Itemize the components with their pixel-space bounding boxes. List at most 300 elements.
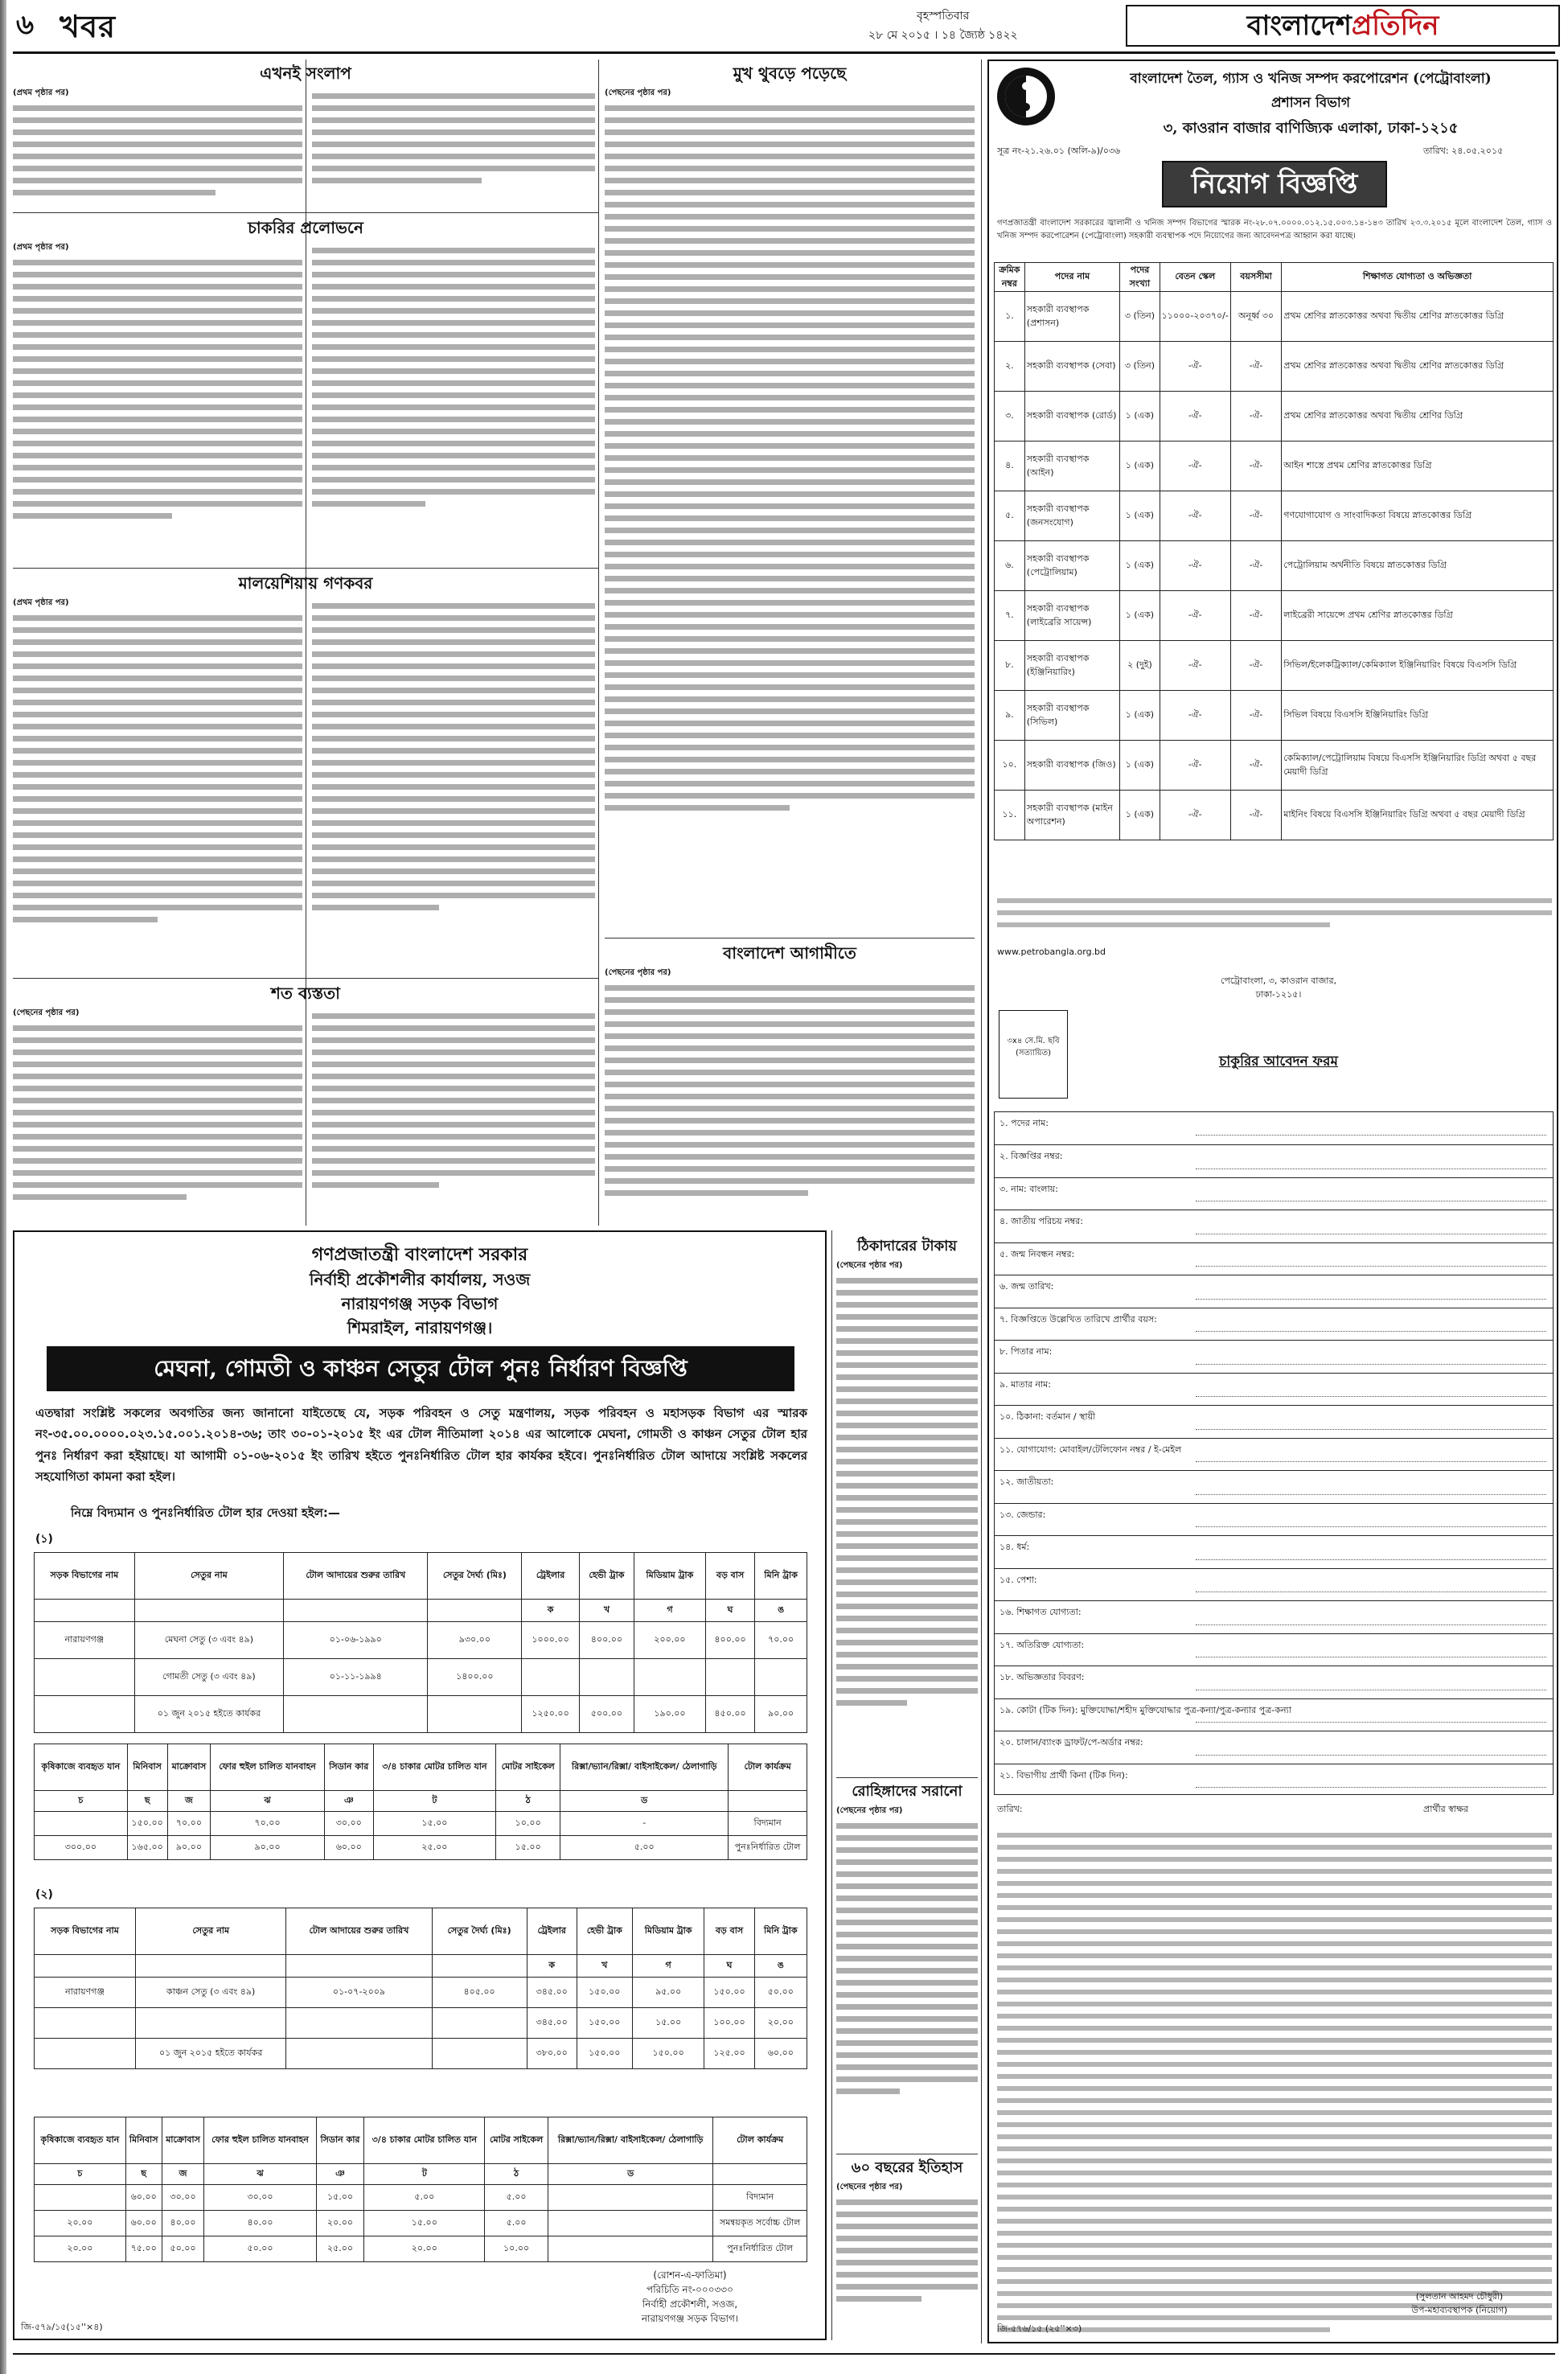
table-subheader-row: [35, 1791, 807, 1812]
table-cell: ১০০০.০০: [522, 1622, 579, 1659]
table-cell: -ঐ-: [1230, 491, 1281, 541]
table-cell: ৬০.০০: [324, 1836, 373, 1860]
table-cell: ৩ (তিন): [1120, 342, 1160, 392]
table-cell: ১ (এক): [1120, 541, 1160, 591]
photo-box: ৩x৪ সে.মি. ছবি (সত্যায়িত): [999, 1010, 1068, 1099]
website-link[interactable]: www.petrobangla.org.bd: [997, 947, 1106, 957]
form-input-field[interactable]: [1196, 1299, 1546, 1300]
table-subheader-row: [35, 1600, 807, 1622]
table-cell: [35, 1812, 128, 1836]
form-title: চাকুরির আবেদন ফরম: [1219, 1054, 1338, 1070]
table-cell: -ঐ-: [1160, 791, 1230, 840]
table-cell: সহকারী ব্যবস্থাপক (সিভিল): [1024, 691, 1119, 741]
table-cell: ১৫০.০০: [704, 1978, 754, 2008]
continued-tag: (প্রথম পৃষ্ঠার পর): [13, 598, 69, 607]
job-table-row: [995, 541, 1554, 591]
job-advertisement: [987, 60, 1558, 2343]
table-cell: ০১-০৬-১৯৯০: [284, 1622, 428, 1659]
header-cell: [35, 1600, 135, 1622]
table-cell: ১৫০.০০: [577, 1978, 632, 2008]
article-title: শত ব্যস্ততা: [271, 984, 340, 1003]
notice-org-line: নারায়ণগঞ্জ সড়ক বিভাগ: [341, 1294, 499, 1313]
job-table-row: [995, 591, 1554, 641]
form-input-field[interactable]: [1196, 1364, 1546, 1365]
table-cell: -ঐ-: [1160, 541, 1230, 591]
article-body: [312, 87, 595, 207]
table-cell: ৫০.০০: [162, 2236, 204, 2262]
form-label: ১৮. অভিজ্ঞতার বিবরণ:: [999, 1672, 1085, 1683]
header-cell: রিক্সা/ভ্যান/রিক্সা/ বাইসাইকেল/ ঠেলাগাড়ি: [560, 1744, 729, 1791]
form-row: [995, 1438, 1553, 1470]
table-cell: আইন শাস্ত্রে প্রথম শ্রেণির স্নাতকোত্তর ডিগ্রি: [1282, 442, 1554, 491]
table-cell: ৪০০.০০: [705, 1622, 755, 1659]
header-cell: টোল আদায়ের শুরুর তারিখ: [284, 1553, 428, 1600]
job-table-row: [995, 791, 1554, 840]
table-cell: ২৫.০০: [373, 1836, 495, 1860]
table-cell: অনূর্ধ্ব ৩০: [1230, 292, 1281, 342]
article-body: [836, 1259, 978, 1774]
job-dept: প্রশাসন বিভাগ: [1270, 95, 1351, 111]
article-body: [312, 1007, 595, 1224]
header-cell: গ: [634, 1600, 706, 1622]
table-cell: ১৫.০০: [496, 1836, 560, 1860]
table-cell: -ঐ-: [1230, 741, 1281, 791]
masthead-part-a: বাংলাদেশ: [1246, 9, 1352, 42]
table-cell: ২০.০০: [316, 2211, 364, 2236]
form-input-field[interactable]: [1196, 1722, 1546, 1723]
header-cell: ঝ: [204, 2164, 316, 2185]
header-cell: ঠ: [485, 2164, 548, 2185]
table-cell: ৯৫.০০: [632, 1978, 704, 2008]
table-cell: -ঐ-: [1230, 442, 1281, 491]
table-cell: সহকারী ব্যবস্থাপক (ইঞ্জিনিয়ারিং): [1024, 641, 1119, 691]
table-cell: ৯০.০০: [211, 1836, 325, 1860]
table-cell: -ঐ-: [1160, 392, 1230, 442]
table-cell: ২০.০০: [35, 2236, 126, 2262]
notice-signature: [577, 2268, 802, 2326]
table-cell: নারায়ণগঞ্জ: [35, 1978, 136, 2008]
table-cell: -: [560, 1812, 729, 1836]
petrobangla-logo-icon: [997, 68, 1055, 125]
table-cell: সহকারী ব্যবস্থাপক (সেবা): [1024, 342, 1119, 392]
table-row: [35, 2185, 807, 2211]
table-cell: [35, 2039, 136, 2069]
table-cell: ৫.০০: [560, 1836, 729, 1860]
form-label: ২০. চালান/ব্যাংক ড্রাফট/পে-অর্ডার নম্বর:: [999, 1737, 1143, 1748]
header-cell: [284, 1600, 428, 1622]
notes-block: [997, 891, 1552, 934]
form-label: ১৪. ধর্ম:: [999, 1542, 1030, 1553]
table-cell: ৪০০.০০: [579, 1622, 634, 1659]
header-cell: কৃষিকাজে ব্যবহৃত যান: [35, 1744, 128, 1791]
header-cell: ক্রমিক নম্বর: [995, 263, 1025, 292]
table-cell: [432, 2039, 527, 2069]
header-cell: খ: [577, 1955, 632, 1978]
table-row: [35, 2039, 807, 2069]
article-body: [13, 241, 302, 563]
header-cell: ফোর হুইল চালিত যানবাহন: [211, 1744, 325, 1791]
table-cell: ২০.০০: [364, 2236, 485, 2262]
job-org: বাংলাদেশ তৈল, গ্যাস ও খনিজ সম্পদ করপোরেশন (পেট্রোবাংলা): [1130, 71, 1492, 87]
header-cell: রিক্সা/ভ্যান/রিক্সা/ বাইসাইকেল/ ঠেলাগাড়ি: [548, 2117, 712, 2164]
form-input-field[interactable]: [1196, 1755, 1546, 1756]
newspaper-masthead: [1126, 5, 1560, 47]
toll-table-2: [34, 1744, 807, 1860]
header-cell: ট: [373, 1791, 495, 1812]
header-cell: টোল কার্যক্রম: [713, 2117, 807, 2164]
form-label: ১১. যোগাযোগ: মোবাইল/টেলিফোন নম্বর / ই-মেইল: [999, 1444, 1182, 1455]
header-date: ২৮ মে ২০১৫ । ১৪ জ্যৈষ্ঠ ১৪২২: [868, 29, 1018, 42]
table-cell: ৬০.০০: [754, 2039, 807, 2069]
table-cell: [35, 1696, 135, 1733]
table-header-row: [35, 1553, 807, 1600]
table-cell: ৪০৫.০০: [432, 1978, 527, 2008]
table-cell: -ঐ-: [1230, 691, 1281, 741]
table-cell: ১ (এক): [1120, 791, 1160, 840]
header-cell: শিক্ষাগত যোগ্যতা ও অভিজ্ঞতা: [1282, 263, 1554, 292]
table-cell: ৭৫.০০: [125, 2236, 162, 2262]
table-cell: ১৫০.০০: [577, 2039, 632, 2069]
form-row: [995, 1373, 1553, 1405]
table-cell: [35, 1659, 135, 1696]
table-cell: সিভিল বিষয়ে বিএসসি ইঞ্জিনিয়ারিং ডিগ্রি: [1282, 691, 1554, 741]
signer-id: পরিচিতি নং-০০০৩৩০: [646, 2284, 733, 2295]
notice-org-line: নির্বাহী প্রকৌশলীর কার্যালয়, সওজ: [309, 1270, 531, 1289]
header-cell: মোটর সাইকেল: [485, 2117, 548, 2164]
job-table: [994, 262, 1554, 840]
table-cell: ৭.: [995, 591, 1025, 641]
form-input-field[interactable]: [1196, 1787, 1546, 1788]
form-input-field[interactable]: [1196, 1559, 1546, 1560]
table-cell: [286, 2039, 432, 2069]
table-cell: ৫.: [995, 491, 1025, 541]
instructions-block: [997, 1826, 1552, 2339]
job-table-row: [995, 442, 1554, 491]
office-line: পেট্রোবাংলা, ৩, কাওরান বাজার, ঢাকা-১২১৫।: [1220, 975, 1337, 1000]
notice-title: নিয়োগ বিজ্ঞপ্তি: [1162, 161, 1387, 207]
continued-tag: (পেছনের পৃষ্ঠার পর): [605, 88, 671, 97]
column-rule: [981, 60, 982, 2343]
table-cell: [548, 2211, 712, 2236]
table-cell: ১৫.০০: [632, 2008, 704, 2039]
header-cell: ড: [548, 2164, 712, 2185]
table-cell: ০১ জুন ২০১৫ হইতে কার্যকর: [135, 2039, 285, 2069]
header-cell: [428, 1600, 522, 1622]
header-cell: সেতুর নাম: [135, 1908, 285, 1955]
table-cell: ১৫০.০০: [577, 2008, 632, 2039]
header-cell: ট: [364, 2164, 485, 2185]
form-row: [995, 1535, 1553, 1567]
form-input-field[interactable]: [1196, 1526, 1546, 1527]
form-input-field[interactable]: [1196, 1461, 1546, 1462]
masthead-part-b: প্রতিদিন: [1351, 9, 1439, 42]
table-cell: ২০.০০: [754, 2008, 807, 2039]
table-cell: -ঐ-: [1230, 591, 1281, 641]
form-input-field[interactable]: [1196, 1266, 1546, 1267]
continued-tag: (পেছনের পৃষ্ঠার পর): [836, 1261, 903, 1270]
header-cell: [713, 2164, 807, 2185]
job-signature: [1367, 2290, 1552, 2317]
form-label: ১৫. পেশা:: [999, 1574, 1037, 1585]
table-cell: ৩০.০০: [162, 2185, 204, 2211]
form-date-label: তারিখ:: [997, 1804, 1023, 1814]
form-row: [995, 1275, 1553, 1307]
table-cell: ১২৫০.০০: [522, 1696, 579, 1733]
table-cell: ৩০.০০: [324, 1812, 373, 1836]
form-row: [995, 1112, 1553, 1144]
table-row: [35, 1659, 807, 1696]
table-cell: বিদ্যমান: [713, 2185, 807, 2211]
form-input-field[interactable]: [1196, 1624, 1546, 1625]
form-input-field[interactable]: [1196, 1396, 1546, 1397]
table-cell: ২০.০০: [35, 2211, 126, 2236]
table-cell: নারায়ণগঞ্জ: [35, 1622, 135, 1659]
header-cell: পদের নাম: [1024, 263, 1119, 292]
header-cell: মিডিয়াম ট্রাক: [634, 1553, 706, 1600]
form-label: ৫. জন্ম নিবন্ধন নম্বর:: [999, 1248, 1075, 1259]
table-cell: ৫০.০০: [204, 2236, 316, 2262]
table-cell: ১১০০০-২০৩৭০/-: [1160, 292, 1230, 342]
table-cell: ১৫.০০: [316, 2185, 364, 2211]
article-body: [13, 597, 302, 975]
header-rule: [13, 51, 1555, 54]
header-cell: ঙ: [754, 1955, 807, 1978]
form-input-field[interactable]: [1196, 1429, 1546, 1430]
footer-rule: [13, 2353, 1555, 2355]
header-cell: বয়সসীমা: [1230, 263, 1281, 292]
table-cell: ১০.০০: [485, 2236, 548, 2262]
header-cell: মোটর সাইকেল: [496, 1744, 560, 1791]
form-label: ১৬. শিক্ষাগত যোগ্যতা:: [999, 1607, 1082, 1618]
table-cell: ১১.: [995, 791, 1025, 840]
header-cell: ঘ: [704, 1955, 754, 1978]
table-cell: ৩০.০০: [204, 2185, 316, 2211]
table-cell: ১ (এক): [1120, 392, 1160, 442]
article-body: [605, 967, 975, 1224]
table-cell: -ঐ-: [1230, 641, 1281, 691]
table-cell: ৪০.০০: [162, 2211, 204, 2236]
form-row: [995, 1764, 1553, 1796]
header-cell: চ: [35, 2164, 126, 2185]
continued-tag: (পেছনের পৃষ্ঠার পর): [605, 968, 671, 977]
table-cell: [522, 1659, 579, 1696]
table-cell: ১ (এক): [1120, 442, 1160, 491]
article-title: ঠিকাদারের টাকায়: [856, 1238, 957, 1255]
signer-name: (রোশন-এ-ফাতিমা): [653, 2269, 727, 2281]
article-body: [605, 87, 975, 931]
table-cell: [284, 1696, 428, 1733]
header-cell: টোল কার্যক্রম: [729, 1744, 807, 1791]
table-cell: মেঘনা সেতু (৩ এবং ৪৯): [134, 1622, 283, 1659]
form-row: [995, 1503, 1553, 1535]
table-row: [35, 1696, 807, 1733]
job-intro: গণপ্রজাতন্ত্রী বাংলাদেশ সরকারের জ্বালানী ও খনিজ সম্পদ বিভাগের স্মারক নং-২৮.০৭.০০০০.০১২.১৫.০০৩.১৪-১৪৩ তারিখ ২৩.৩.২০১৫ মূলে বাংলাদেশ তৈল, গ্যাস ও খনিজ সম্পদ করপোরেশন (পেট্রোবাংলা) সহকারী ব্যবস্থাপক পদে নিয়োগের জন্য আবেদনপত্র আহ্বান করা যাচ্ছে।: [997, 219, 1552, 240]
table-cell: ৩০০.০০: [35, 1836, 128, 1860]
table-cell: [35, 2185, 126, 2211]
table-cell: ৯৩০.০০: [428, 1622, 522, 1659]
job-table-row: [995, 641, 1554, 691]
page-number: ৬: [16, 9, 35, 41]
form-row: [995, 1210, 1553, 1242]
section-label: (২): [35, 1888, 53, 1901]
table-header-row: [35, 2117, 807, 2164]
table-cell: [705, 1659, 755, 1696]
table-cell: ৯০.০০: [755, 1696, 807, 1733]
table-cell: [428, 1696, 522, 1733]
table-cell: ১০.০০: [496, 1812, 560, 1836]
form-label: ২. বিজ্ঞপ্তির নম্বর:: [999, 1151, 1063, 1162]
header-day: বৃহস্পতিবার: [917, 10, 970, 23]
header-cell: মাক্রোবাস: [162, 2117, 204, 2164]
header-cell: [432, 1955, 527, 1978]
form-row: [995, 1568, 1553, 1600]
toll-table-4: [34, 2117, 807, 2262]
signer-office: নারায়ণগঞ্জ সড়ক বিভাগ।: [641, 2313, 739, 2324]
table-cell: [35, 2008, 136, 2039]
table-cell: ৮.: [995, 641, 1025, 691]
header-cell: সেতুর নাম: [134, 1553, 283, 1600]
form-input-field[interactable]: [1196, 1494, 1546, 1495]
table-cell: ৯.: [995, 691, 1025, 741]
header-cell: [134, 1600, 283, 1622]
job-table-row: [995, 741, 1554, 791]
table-cell: ০১ জুন ২০১৫ হইতে কার্যকর: [134, 1696, 283, 1733]
table-cell: -ঐ-: [1230, 342, 1281, 392]
table-cell: ৯০.০০: [167, 1836, 211, 1860]
application-form: [994, 1111, 1554, 1795]
article-separator: [13, 568, 598, 569]
header-cell: সড়ক বিভাগের নাম: [35, 1553, 135, 1600]
page-fold-shadow: [0, 0, 6, 2374]
header-cell: সড়ক বিভাগের নাম: [35, 1908, 136, 1955]
notice-ref: জি-৫৭৯/১৫(১৫''×৪): [21, 2322, 103, 2332]
form-row: [995, 1242, 1553, 1275]
table-cell: ১৬৫.০০: [127, 1836, 167, 1860]
table-cell: ০১-১১-১৯৯৪: [284, 1659, 428, 1696]
header-cell: টোল আদায়ের শুরুর তারিখ: [286, 1908, 432, 1955]
header-cell: সেতুর দৈর্ঘ্য (মিঃ): [432, 1908, 527, 1955]
header-cell: [35, 1955, 136, 1978]
table-cell: ৩৮০.০০: [527, 2039, 577, 2069]
header-cell: হেভী ট্রাক: [577, 1908, 632, 1955]
table-cell: ২০০.০০: [634, 1622, 706, 1659]
job-ref: জি-৫৭৬/১৫ (২৫''×৩): [997, 2323, 1082, 2334]
header-cell: জ: [162, 2164, 204, 2185]
form-row: [995, 1144, 1553, 1177]
table-cell: ৭০.০০: [755, 1622, 807, 1659]
table-cell: ২ (দুই): [1120, 641, 1160, 691]
header-cell: ক: [527, 1955, 577, 1978]
notice-org-line: গণপ্রজাতন্ত্রী বাংলাদেশ সরকার: [311, 1244, 528, 1265]
table-cell: ১.: [995, 292, 1025, 342]
form-input-field[interactable]: [1196, 1135, 1546, 1136]
job-table-row: [995, 691, 1554, 741]
table-cell: -ঐ-: [1160, 641, 1230, 691]
form-label: ৬. জন্ম তারিখ:: [999, 1281, 1054, 1292]
job-table-row: [995, 292, 1554, 342]
article-title: ৬০ বছরের ইতিহাস: [851, 2159, 963, 2176]
table-cell: গণযোগাযোগ ও সাংবাদিকতা বিষয়ে স্নাতকোত্তর ডিগ্রি: [1282, 491, 1554, 541]
table-cell: [286, 2008, 432, 2039]
form-row: [995, 1633, 1553, 1665]
form-label: ১৭. অতিরিক্ত যোগ্যতা:: [999, 1639, 1085, 1650]
table-cell: ১৫.০০: [373, 1812, 495, 1836]
header-cell: বেতন স্কেল: [1160, 263, 1230, 292]
header-cell: ছ: [127, 1791, 167, 1812]
form-row: [995, 1698, 1553, 1731]
table-cell: ৬০.০০: [125, 2185, 162, 2211]
table-cell: ১ (এক): [1120, 741, 1160, 791]
table-cell: [579, 1659, 634, 1696]
table-row: [35, 1978, 807, 2008]
table-row: [35, 2008, 807, 2039]
section-title: খবর: [60, 8, 117, 44]
form-label: ১৩. জেন্ডার:: [999, 1509, 1046, 1520]
table-cell: -ঐ-: [1160, 591, 1230, 641]
article-body: [13, 1007, 302, 1224]
header-cell: [286, 1955, 432, 1978]
table-cell: -ঐ-: [1160, 342, 1230, 392]
article-separator: [605, 938, 975, 939]
header-cell: খ: [579, 1600, 634, 1622]
table-cell: পুনঃনির্ধারিত টোল: [729, 1836, 807, 1860]
table-cell: ১৪০০.০০: [428, 1659, 522, 1696]
header-cell: বড় বাস: [705, 1553, 755, 1600]
column-rule: [598, 60, 599, 1226]
table-cell: সহকারী ব্যবস্থাপক (পেট্রোলিয়াম): [1024, 541, 1119, 591]
header-cell: মিডিয়াম ট্রাক: [632, 1908, 704, 1955]
table-subheader-row: [35, 2164, 807, 2185]
table-cell: সহকারী ব্যবস্থাপক (জনসংযোগ): [1024, 491, 1119, 541]
table-row: [35, 2236, 807, 2262]
form-label: ১০. ঠিকানা: বর্তমান / স্থায়ী: [999, 1411, 1096, 1423]
continued-tag: (পেছনের পৃষ্ঠার পর): [836, 1806, 903, 1815]
table-cell: পুনঃনির্ধারিত টোল: [713, 2236, 807, 2262]
form-row: [995, 1731, 1553, 1763]
header-cell: পদের সংখ্যা: [1120, 263, 1160, 292]
article-title: এখনই সংলাপ: [260, 64, 351, 83]
form-row: [995, 1665, 1553, 1698]
header-cell: সিডান কার: [324, 1744, 373, 1791]
table-cell: বিদ্যমান: [729, 1812, 807, 1836]
form-input-field[interactable]: [1196, 1331, 1546, 1332]
table-cell: ৫০.০০: [754, 1978, 807, 2008]
table-cell: [135, 2008, 285, 2039]
header-cell: ঝ: [211, 1791, 325, 1812]
continued-tag: (পেছনের পৃষ্ঠার পর): [13, 1008, 80, 1017]
header-cell: ঞ: [324, 1791, 373, 1812]
table-cell: সহকারী ব্যবস্থাপক (জিও): [1024, 741, 1119, 791]
table-cell: -ঐ-: [1230, 541, 1281, 591]
table-cell: ৩ (তিন): [1120, 292, 1160, 342]
memo-number: সূত্র নং-২১.২৬.০১ (অলি-৯)/০৩৬: [997, 146, 1121, 156]
continued-tag: (পেছনের পৃষ্ঠার পর): [836, 2183, 903, 2191]
table-cell: -ঐ-: [1160, 442, 1230, 491]
table-cell: সহকারী ব্যবস্থাপক (মাইন অপারেশন): [1024, 791, 1119, 840]
header-cell: ট্রেইলার: [522, 1553, 579, 1600]
table-cell: ৫.০০: [485, 2211, 548, 2236]
header-cell: ড: [560, 1791, 729, 1812]
article-title: চাকরির প্রলোভনে: [248, 218, 363, 237]
header-cell: কৃষিকাজে ব্যবহৃত যান: [35, 2117, 126, 2164]
table-cell: ১৫.০০: [364, 2211, 485, 2236]
table-cell: ২৫.০০: [316, 2236, 364, 2262]
table-row: [35, 1836, 807, 1860]
header-cell: গ: [632, 1955, 704, 1978]
table-cell: ৪.: [995, 442, 1025, 491]
column-rule: [831, 1230, 832, 2340]
header-cell: ঙ: [755, 1600, 807, 1622]
